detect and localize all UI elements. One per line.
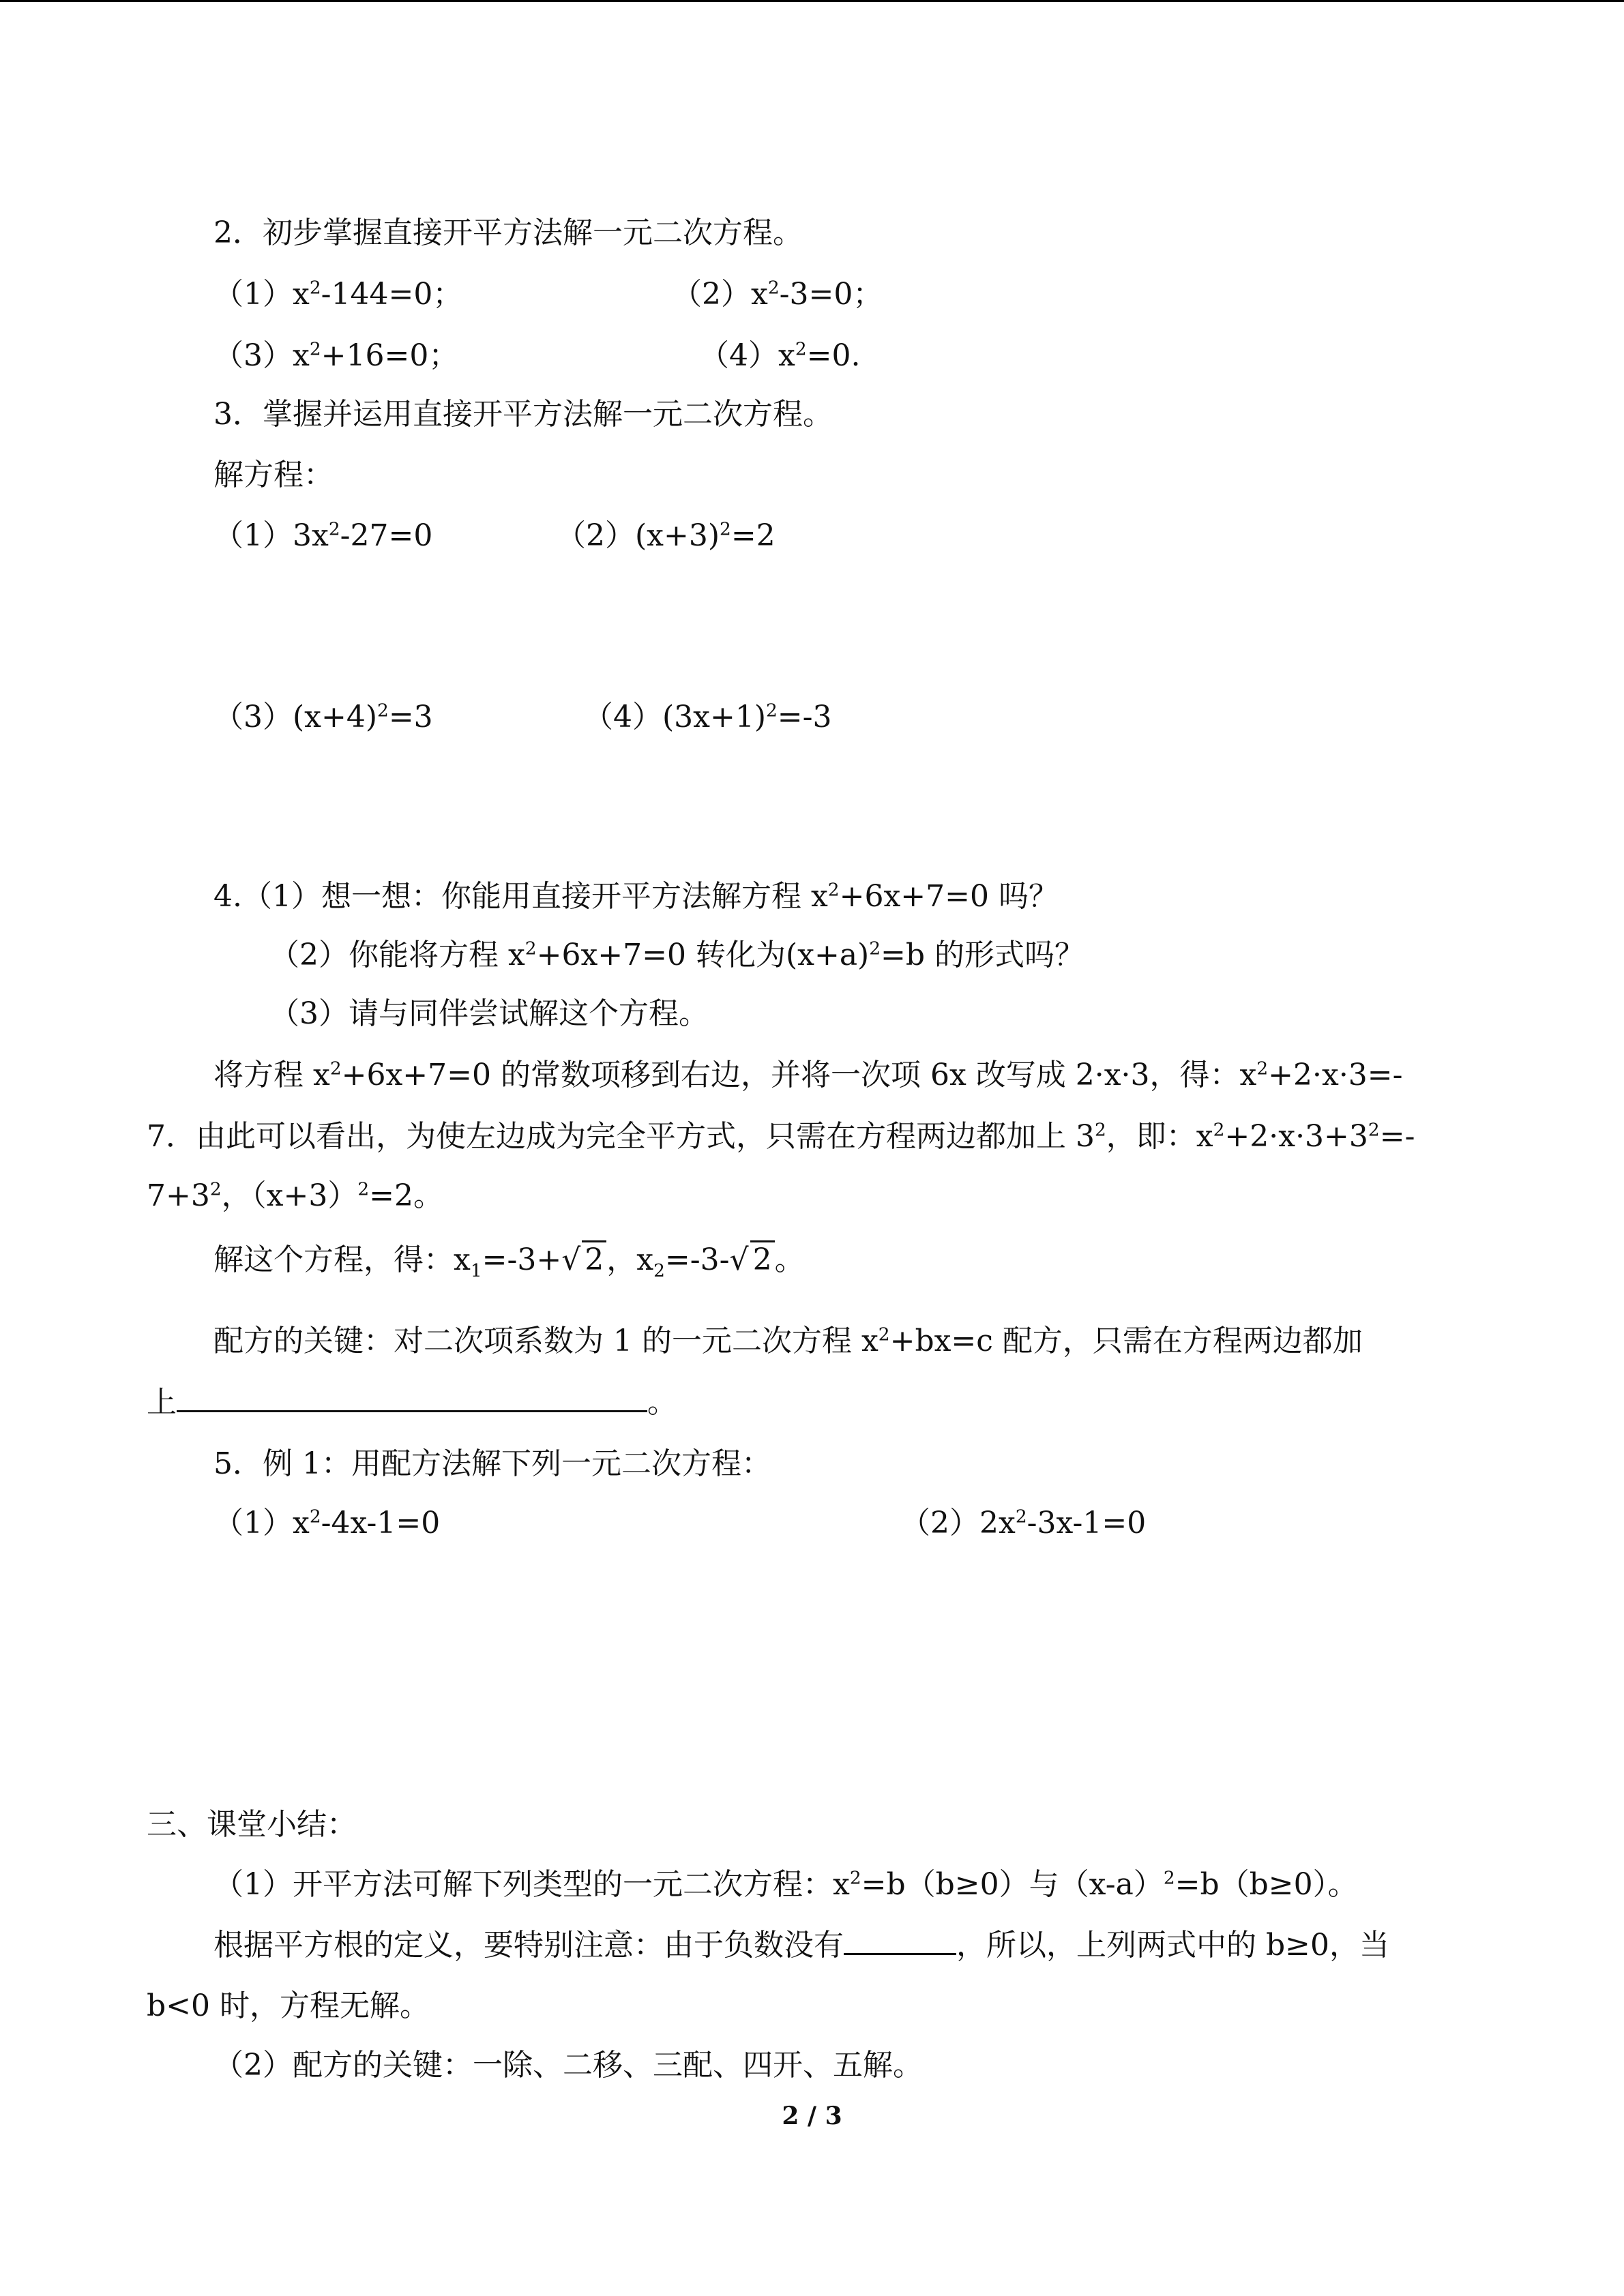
para-complete-square-line2: 7．由此可以看出，为使左边成为完全平方式，只需在方程两边都加上 $3^2$，即：$x^2+2\cdot x\cdot 3+3^2=-$ [147,1119,1415,1154]
page-number: 2 / 3 [782,2102,842,2130]
item-4-q1: 4.（1）想一想：你能用直接开平方法解方程 $x^2+6x+7=0$ 吗？ [213,879,1059,914]
item-4-q3: （3）请与同伴尝试解这个方程。 [269,996,709,1031]
item-3-sub: 解方程： [213,458,334,492]
sqrt-symbol: √ [561,1242,581,1277]
summary-item-2: （2）配方的关键：一除、二移、三配、四开、五解。 [213,2048,923,2083]
summary-note-line2: b<0 时，方程无解。 [147,1988,430,2023]
item-3-q3: $(3)(x+4)^2=3$ [213,700,433,734]
item-5-q2: $(2)2x^2-3x-1=0$ [900,1506,1147,1540]
sqrt-radicand: 2 [582,1240,606,1278]
para-complete-square-line1: 将方程 $x^2+6x+7=0$ 的常数项移到右边，并将一次项 6x 改写成 2·x·3，得：$x^2+2\cdot x\cdot 3=-$ [213,1058,1403,1092]
summary-note-line1: 根据平方根的定义，要特别注意：由于负数没有 ，所以，上列两式中的 b≥0，当 [213,1925,1389,1966]
item-4-q2: （2）你能将方程 $x^2+6x+7=0$ 转化为$(x+a)^2=b$ 的形式吗？ [269,938,1085,972]
summary-item-1: （1）开平方法可解下列类型的一元二次方程：$x^2=b(b\ge 0)$与$(x-a)^2=b(b\ge 0)$。 [213,1867,1358,1902]
key-line1: 配方的关键：对二次项系数为 1 的一元二次方程 $x^2+bx=c$ 配方，只需在方程两边都加 [213,1324,1363,1358]
item-5-title: 5．例 1：用配方法解下列一元二次方程： [213,1446,771,1481]
key-line2: 上 。 [147,1382,677,1423]
item-3-q2: $(2)(x+3)^2=2$ [556,518,776,553]
fill-blank-short [844,1926,956,1955]
sqrt-radicand-2: 2 [750,1240,775,1278]
solution-line: 解这个方程，得：$x_1=-3+√$ 2，$x_2=-3-√$ 2。 [213,1240,805,1281]
item-2-q1: $(1)x^2-144=0$； [213,277,463,312]
sqrt-symbol-2: √ [729,1242,749,1277]
item-2-q4: $(4)x^2=0$. [699,338,861,373]
item-2-title: 2．初步掌握直接开平方法解一元二次方程。 [213,215,803,250]
item-2-q3: $(3)x^2+16=0$； [213,338,459,373]
top-border [0,0,1624,2]
summary-title: 三、课堂小结： [147,1807,357,1842]
item-3-q1: $(1)3x^2-27=0$ [213,518,433,553]
para-complete-square-line3: $7+3^2$，$(x+3)^2=2$。 [147,1178,444,1213]
item-3-title: 3．掌握并运用直接开平方法解一元二次方程。 [213,397,833,432]
item-3-q4: $(4)(3x+1)^2=-3$ [583,700,832,734]
fill-blank-long [177,1383,647,1412]
item-5-q1: $(1)x^2-4x-1=0$ [213,1506,441,1540]
item-2-q2: $(2)x^2-3=0$； [672,277,883,312]
